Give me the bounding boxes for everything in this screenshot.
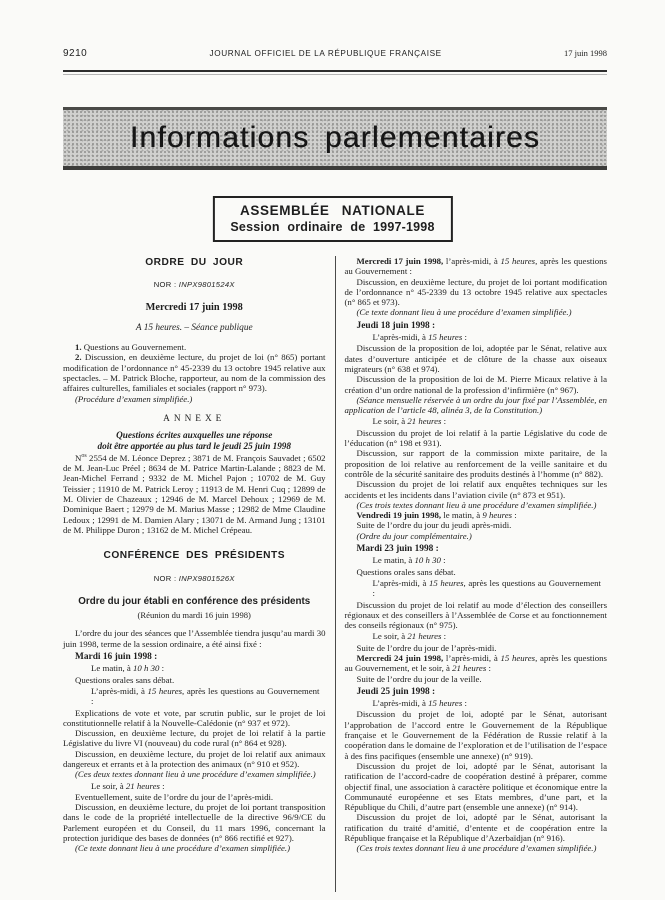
- running-head: [63, 48, 607, 59]
- day-paragraph: Mercredi 24 juin 1998, l’après-midi, à 15 heures, après les questions au Gouvernement, et le soir, à 21 heures :: [344, 652, 607, 674]
- procedure-note: (Séance mensuelle réservée à un ordre du jour fixé par l’Assemblée, en application de l’article 48, alinéa 3, de la Constitution.): [344, 394, 607, 416]
- column-right: [335, 256, 608, 892]
- day-paragraph: Mercredi 17 juin 1998, l’après-midi, à 15 heures, après les questions au Gouvernement :: [344, 256, 607, 277]
- procedure-note: (Ces trois textes donnant lieu à une procédure d’examen simplifiée.): [356, 499, 597, 510]
- banner-title: Informations parlementaires: [129, 121, 541, 154]
- time-line: Le matin, à 10 h 30 :: [91, 663, 165, 674]
- assembly-title: ASSEMBLÉE NATIONALE: [240, 203, 425, 218]
- day-heading: Mardi 23 juin 1998 :: [356, 544, 439, 555]
- agenda-item: Explications de vote et vote, par scrutin public, sur le projet de loi constitutionnelle relatif à la Nouvelle-Calédonie (n° 937 et 972).: [63, 707, 326, 728]
- agenda-item: Discussion du projet de loi, adopté par le Sénat, autorisant l’approbation de l’accord entre le Gouvernement de la République française et le Gouvernement de la Fédération de Russie relatif à la coopération dans le domaine de l’exploration et de l’utilisation de l’espace à des fins pacifiques (ensemble une annexe) (n° 919).: [344, 709, 607, 761]
- issue-date: 17 juin 1998: [564, 48, 607, 58]
- day-heading: Jeudi 18 juin 1998 :: [356, 320, 436, 331]
- agenda-item: Eventuellement, suite de l’ordre du jour de l’après-midi.: [75, 791, 274, 802]
- page-number: 9210: [63, 48, 88, 59]
- sitting-date: Mercredi 17 juin 1998: [145, 301, 243, 313]
- procedure-note: (Ce texte donnant lieu à une procédure d’examen simplifiée.): [356, 307, 572, 318]
- agenda-item: Questions orales sans débat.: [75, 674, 175, 685]
- agenda-item: Suite de l’ordre du jour de l’après-midi.: [356, 642, 497, 653]
- intro-paragraph: L’ordre du jour des séances que l’Assemblée tiendra jusqu’au mardi 30 juin 1998, terme de la session ordinaire, a été ainsi fixé :: [63, 628, 326, 649]
- agenda-item: Discussion du projet de loi relatif au mode d’élection des conseillers régionaux et des conseillers à l’Assemblée de Corse et au fonctionnement des conseils régionaux (n° 975).: [344, 599, 607, 631]
- two-column-body: [63, 256, 607, 892]
- procedure-note: (Ce texte donnant lieu à une procédure d’examen simplifiée.): [75, 843, 291, 854]
- column-left: [63, 256, 335, 892]
- annexe-subtitle: doit être apportée au plus tard le jeudi 25 juin 1998: [97, 440, 291, 451]
- procedure-note: (Ordre du jour complémentaire.): [356, 530, 472, 541]
- time-line: L’après-midi, à 15 heures :: [372, 698, 467, 709]
- time-line: Le soir, à 21 heures :: [372, 631, 447, 642]
- annexe-title: ANNEXE: [163, 413, 226, 424]
- agenda-item: Discussion, sur rapport de la commission mixte paritaire, de la proposition de loi relative au renforcement de la veille sanitaire et du contrôle de la sécurité sanitaire des produits destinés à l’homme (n° 882).: [344, 448, 607, 479]
- procedure-note: (Procédure d’examen simplifiée.): [75, 393, 193, 404]
- day-heading: Mardi 16 juin 1998 :: [75, 652, 158, 663]
- procedure-note: (Ces trois textes donnant lieu à une procédure d’examen simplifiée.): [356, 843, 597, 854]
- time-line: L’après-midi, à 15 heures, après les questions au Gouvernement :: [372, 577, 601, 599]
- nor-number: NOR : INPX9801526X: [153, 573, 235, 583]
- agenda-item: Discussion, en deuxième lecture, du projet de loi relatif aux animaux dangereux et errants et à la protection des animaux (n° 910 et 952).: [63, 748, 326, 769]
- nor-number: NOR : INPX9801524X: [153, 280, 235, 290]
- agenda-item: Suite de l’ordre du jour du jeudi après-midi.: [356, 520, 512, 531]
- time-line: Le soir, à 21 heures :: [91, 780, 165, 791]
- agenda-item: Discussion du projet de loi relatif aux enquêtes techniques sur les accidents et les incidents dans l’aviation civile (n° 873 et 951).: [344, 479, 607, 500]
- agenda-item: Discussion, en deuxième lecture, du projet de loi relatif à la partie Législative du livre VI (nouveau) du code rural (n° 864 et 928).: [63, 728, 326, 749]
- agenda-item: Discussion de la proposition de loi, adoptée par le Sénat, relative aux dates d’ouverture anticipée et de clôture de la chasse aux oiseaux migrateurs (n° 638 et 974).: [344, 343, 607, 374]
- agenda-item: Discussion de la proposition de loi de M. Pierre Micaux relative à la création d’un ordre national de la profession d’infirmière (n° 967).: [344, 374, 607, 395]
- agenda-item: 1. Questions au Gouvernement.: [75, 342, 187, 353]
- section-title-conference: CONFÉRENCE DES PRÉSIDENTS: [103, 550, 286, 562]
- subsection-title: Ordre du jour établi en conférence des présidents: [78, 595, 311, 607]
- time-line: Le soir, à 21 heures :: [372, 416, 447, 427]
- section-banner: [63, 107, 607, 170]
- sitting-time: A 15 heures. – Séance publique: [135, 322, 253, 333]
- agenda-item: Discussion, en deuxième lecture, du projet de loi portant modification de l’ordonnance n° 45-2339 du 13 octobre 1945 relative aux spectacles (n° 865 et 973).: [344, 276, 607, 308]
- day-heading: Jeudi 25 juin 1998 :: [356, 686, 436, 697]
- agenda-item: Discussion du projet de loi, adopté par le Sénat, autorisant la ratification du traité d’amitié, d’entente et de coopération entre la République française et la République d’Azerbaïdjan (n° 916).: [344, 812, 607, 844]
- day-paragraph: Vendredi 19 juin 1998, le matin, à 9 heures :: [356, 510, 517, 521]
- questions-list: $N^{os}$ 2554 de M. Léonce Deprez ; 3871 de M. François Sauvadet ; 6502 de M. Jean-Luc Préel ; 8634 de M. Patrice Martin-Lalande ; 8823 de M. Jean-Michel Ferrand ; 9332 de M. Michel Pajon ; 10702 de M. Guy Teissier ; 11910 de M. Patrick Leroy ; 11913 de M. Henri Cuq ; 12899 de M. Olivier de Chazeaux ; 12946 de M. Marcel Dehoux ; 12969 de M. Dominique Baert ; 12979 de M. Marius Masse ; 12982 de Mme Claudine Ledoux ; 12991 de M. Damien Alary ; 13071 de M. Armand Jung ; 13101 de M. Philippe Duron ; 13162 de M. Michel Crépeau.: [63, 452, 326, 535]
- agenda-item: Discussion du projet de loi relatif à la partie Législative du code de l’éducation (n° 198 et 931).: [344, 427, 607, 449]
- section-title-ordre-du-jour: ORDRE DU JOUR: [145, 257, 244, 268]
- journal-title: JOURNAL OFFICIEL DE LA RÉPUBLIQUE FRANÇAISE: [209, 49, 442, 58]
- procedure-note: (Ces deux textes donnant lieu à une procédure d’examen simplifiée.): [75, 769, 316, 780]
- meeting-date: (Réunion du mardi 16 juin 1998): [137, 610, 251, 621]
- annexe-subtitle: Questions écrites auxquelles une réponse: [116, 430, 273, 441]
- assembly-subtitle: Session ordinaire de 1997-1998: [230, 220, 435, 234]
- agenda-item: Suite de l’ordre du jour de la veille.: [356, 673, 482, 684]
- header-rule: [63, 70, 607, 72]
- time-line: Le matin, à 10 h 30 :: [372, 555, 446, 566]
- agenda-item: Questions orales sans débat.: [356, 566, 456, 577]
- assembly-box: [212, 196, 452, 242]
- agenda-item: Discussion du projet de loi, adopté par le Sénat, autorisant la ratification de l’accord-cadre de coopération destiné à préparer, comme objectif final, une association à caractère politique et économique entre la Communauté européenne et ses Etats membres, d’une part, et la République du Chili, d’autre part (ensemble une annexe) (n° 914).: [344, 760, 607, 813]
- header-rule-shadow: [63, 74, 607, 75]
- time-line: L’après-midi, à 15 heures :: [372, 332, 467, 343]
- agenda-item: 2. Discussion, en deuxième lecture, du projet de loi (n° 865) portant modification de l’ordonnance n° 45-2339 du 13 octobre 1945 relative aux spectacles. – M. Patrick Bloche, rapporteur, au nom de la commission des affaires culturelles, familiales et sociales (rapport n° 973).: [63, 352, 326, 394]
- agenda-item: Discussion, en deuxième lecture, du projet de loi portant transposition dans le code de la propriété intellectuelle de la directive 96/9/CE du Parlement européen et du Conseil, du 11 mars 1996, concernant la protection juridique des bases de données (n° 866 rectifié et 927).: [63, 802, 326, 844]
- time-line: L’après-midi, à 15 heures, après les questions au Gouvernement :: [91, 685, 320, 707]
